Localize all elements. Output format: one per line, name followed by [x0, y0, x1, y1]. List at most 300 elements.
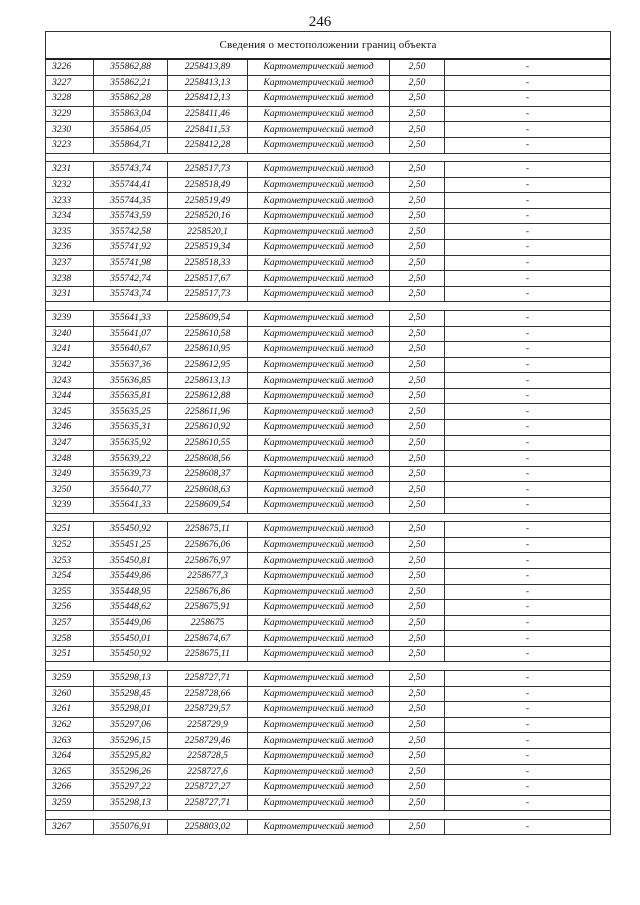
y-coordinate-cell: 2258609,54	[168, 310, 248, 326]
y-coordinate-cell: 2258727,71	[168, 670, 248, 686]
y-coordinate-cell: 2258520,1	[168, 224, 248, 240]
table-row	[46, 553, 611, 569]
description-cell: -	[445, 600, 611, 616]
accuracy-cell: 2,50	[390, 59, 445, 75]
table-row	[46, 177, 611, 193]
method-cell: Картометрический метод	[248, 373, 390, 389]
table-row	[46, 193, 611, 209]
description-cell: -	[445, 748, 611, 764]
accuracy-cell: 2,50	[390, 733, 445, 749]
table-row	[46, 764, 611, 780]
accuracy-cell: 2,50	[390, 631, 445, 647]
x-coordinate-cell: 355742,58	[94, 224, 168, 240]
description-cell: -	[445, 404, 611, 420]
accuracy-cell: 2,50	[390, 106, 445, 122]
method-cell: Картометрический метод	[248, 388, 390, 404]
separator-cell	[46, 811, 611, 820]
accuracy-cell: 2,50	[390, 388, 445, 404]
table-row	[46, 631, 611, 647]
accuracy-cell: 2,50	[390, 208, 445, 224]
point-number-cell: 3252	[46, 537, 94, 553]
accuracy-cell: 2,50	[390, 373, 445, 389]
method-cell: Картометрический метод	[248, 568, 390, 584]
description-cell: -	[445, 537, 611, 553]
point-number-cell: 3234	[46, 208, 94, 224]
point-number-cell: 3255	[46, 584, 94, 600]
table-row	[46, 748, 611, 764]
table-row	[46, 482, 611, 498]
table-row	[46, 357, 611, 373]
y-coordinate-cell: 2258517,67	[168, 271, 248, 287]
description-cell: -	[445, 733, 611, 749]
accuracy-cell: 2,50	[390, 482, 445, 498]
description-cell: -	[445, 615, 611, 631]
y-coordinate-cell: 2258517,73	[168, 162, 248, 178]
accuracy-cell: 2,50	[390, 670, 445, 686]
point-number-cell: 3246	[46, 420, 94, 436]
accuracy-cell: 2,50	[390, 255, 445, 271]
accuracy-cell: 2,50	[390, 646, 445, 662]
x-coordinate-cell: 355450,92	[94, 646, 168, 662]
accuracy-cell: 2,50	[390, 404, 445, 420]
x-coordinate-cell: 355744,41	[94, 177, 168, 193]
table-row	[46, 717, 611, 733]
x-coordinate-cell: 355298,45	[94, 686, 168, 702]
accuracy-cell: 2,50	[390, 91, 445, 107]
point-number-cell: 3250	[46, 482, 94, 498]
description-cell: -	[445, 75, 611, 91]
description-cell: -	[445, 522, 611, 538]
point-number-cell: 3266	[46, 780, 94, 796]
accuracy-cell: 2,50	[390, 193, 445, 209]
accuracy-cell: 2,50	[390, 819, 445, 835]
description-cell: -	[445, 764, 611, 780]
y-coordinate-cell: 2258675,11	[168, 522, 248, 538]
accuracy-cell: 2,50	[390, 780, 445, 796]
y-coordinate-cell: 2258676,97	[168, 553, 248, 569]
x-coordinate-cell: 355641,33	[94, 310, 168, 326]
y-coordinate-cell: 2258519,34	[168, 240, 248, 256]
y-coordinate-cell: 2258612,95	[168, 357, 248, 373]
x-coordinate-cell: 355640,67	[94, 342, 168, 358]
description-cell: -	[445, 137, 611, 153]
accuracy-cell: 2,50	[390, 764, 445, 780]
point-number-cell: 3239	[46, 310, 94, 326]
x-coordinate-cell: 355448,62	[94, 600, 168, 616]
x-coordinate-cell: 355448,95	[94, 584, 168, 600]
accuracy-cell: 2,50	[390, 466, 445, 482]
page-number: 246	[308, 14, 332, 30]
accuracy-cell: 2,50	[390, 537, 445, 553]
method-cell: Картометрический метод	[248, 584, 390, 600]
point-number-cell: 3256	[46, 600, 94, 616]
point-number-cell: 3244	[46, 388, 94, 404]
accuracy-cell: 2,50	[390, 75, 445, 91]
x-coordinate-cell: 355742,74	[94, 271, 168, 287]
table-row	[46, 615, 611, 631]
y-coordinate-cell: 2258608,56	[168, 451, 248, 467]
table-row	[46, 498, 611, 514]
table-row	[46, 388, 611, 404]
point-number-cell: 3260	[46, 686, 94, 702]
description-cell: -	[445, 553, 611, 569]
method-cell: Картометрический метод	[248, 482, 390, 498]
point-number-cell: 3230	[46, 122, 94, 138]
table-row	[46, 224, 611, 240]
point-number-cell: 3259	[46, 795, 94, 811]
table-row	[46, 91, 611, 107]
description-cell: -	[445, 342, 611, 358]
method-cell: Картометрический метод	[248, 162, 390, 178]
accuracy-cell: 2,50	[390, 498, 445, 514]
point-number-cell: 3257	[46, 615, 94, 631]
y-coordinate-cell: 2258610,55	[168, 435, 248, 451]
accuracy-cell: 2,50	[390, 342, 445, 358]
y-coordinate-cell: 2258729,9	[168, 717, 248, 733]
point-number-cell: 3265	[46, 764, 94, 780]
table-row	[46, 795, 611, 811]
accuracy-cell: 2,50	[390, 240, 445, 256]
y-coordinate-cell: 2258610,58	[168, 326, 248, 342]
accuracy-cell: 2,50	[390, 615, 445, 631]
point-number-cell: 3240	[46, 326, 94, 342]
y-coordinate-cell: 2258412,13	[168, 91, 248, 107]
separator-cell	[46, 302, 611, 311]
y-coordinate-cell: 2258675	[168, 615, 248, 631]
method-cell: Картометрический метод	[248, 286, 390, 302]
x-coordinate-cell: 355743,59	[94, 208, 168, 224]
point-number-cell: 3258	[46, 631, 94, 647]
y-coordinate-cell: 2258728,66	[168, 686, 248, 702]
point-number-cell: 3245	[46, 404, 94, 420]
x-coordinate-cell: 355640,77	[94, 482, 168, 498]
point-number-cell: 3254	[46, 568, 94, 584]
description-cell: -	[445, 435, 611, 451]
method-cell: Картометрический метод	[248, 600, 390, 616]
point-number-cell: 3228	[46, 91, 94, 107]
group-separator	[46, 811, 611, 820]
accuracy-cell: 2,50	[390, 224, 445, 240]
description-cell: -	[445, 373, 611, 389]
description-cell: -	[445, 326, 611, 342]
method-cell: Картометрический метод	[248, 646, 390, 662]
x-coordinate-cell: 355295,82	[94, 748, 168, 764]
y-coordinate-cell: 2258803,02	[168, 819, 248, 835]
method-cell: Картометрический метод	[248, 748, 390, 764]
description-cell: -	[445, 451, 611, 467]
point-number-cell: 3241	[46, 342, 94, 358]
point-number-cell: 3233	[46, 193, 94, 209]
x-coordinate-cell: 355297,06	[94, 717, 168, 733]
method-cell: Картометрический метод	[248, 631, 390, 647]
x-coordinate-cell: 355741,98	[94, 255, 168, 271]
description-cell: -	[445, 795, 611, 811]
description-cell: -	[445, 357, 611, 373]
method-cell: Картометрический метод	[248, 193, 390, 209]
y-coordinate-cell: 2258611,96	[168, 404, 248, 420]
table-row	[46, 819, 611, 835]
table-row	[46, 420, 611, 436]
accuracy-cell: 2,50	[390, 162, 445, 178]
point-number-cell: 3229	[46, 106, 94, 122]
x-coordinate-cell: 355636,85	[94, 373, 168, 389]
table-row	[46, 451, 611, 467]
point-number-cell: 3236	[46, 240, 94, 256]
method-cell: Картометрический метод	[248, 466, 390, 482]
group-separator	[46, 662, 611, 671]
table-row	[46, 733, 611, 749]
method-cell: Картометрический метод	[248, 255, 390, 271]
description-cell: -	[445, 286, 611, 302]
x-coordinate-cell: 355862,21	[94, 75, 168, 91]
description-cell: -	[445, 310, 611, 326]
accuracy-cell: 2,50	[390, 522, 445, 538]
y-coordinate-cell: 2258727,27	[168, 780, 248, 796]
description-cell: -	[445, 388, 611, 404]
table-row	[46, 646, 611, 662]
y-coordinate-cell: 2258676,86	[168, 584, 248, 600]
point-number-cell: 3243	[46, 373, 94, 389]
x-coordinate-cell: 355450,01	[94, 631, 168, 647]
description-cell: -	[445, 177, 611, 193]
description-cell: -	[445, 224, 611, 240]
method-cell: Картометрический метод	[248, 537, 390, 553]
table-title: Сведения о местоположении границ объекта	[46, 32, 611, 60]
x-coordinate-cell: 355076,91	[94, 819, 168, 835]
point-number-cell: 3242	[46, 357, 94, 373]
y-coordinate-cell: 2258677,3	[168, 568, 248, 584]
table-row	[46, 702, 611, 718]
accuracy-cell: 2,50	[390, 326, 445, 342]
x-coordinate-cell: 355451,25	[94, 537, 168, 553]
method-cell: Картометрический метод	[248, 764, 390, 780]
table-row	[46, 208, 611, 224]
x-coordinate-cell: 355743,74	[94, 286, 168, 302]
table-row	[46, 584, 611, 600]
x-coordinate-cell: 355450,92	[94, 522, 168, 538]
x-coordinate-cell: 355641,33	[94, 498, 168, 514]
separator-cell	[46, 662, 611, 671]
point-number-cell: 3237	[46, 255, 94, 271]
y-coordinate-cell: 2258610,95	[168, 342, 248, 358]
x-coordinate-cell: 355864,71	[94, 137, 168, 153]
table-row	[46, 342, 611, 358]
y-coordinate-cell: 2258729,46	[168, 733, 248, 749]
accuracy-cell: 2,50	[390, 451, 445, 467]
description-cell: -	[445, 91, 611, 107]
point-number-cell: 3249	[46, 466, 94, 482]
y-coordinate-cell: 2258727,71	[168, 795, 248, 811]
method-cell: Картометрический метод	[248, 75, 390, 91]
x-coordinate-cell: 355639,22	[94, 451, 168, 467]
method-cell: Картометрический метод	[248, 420, 390, 436]
x-coordinate-cell: 355635,92	[94, 435, 168, 451]
accuracy-cell: 2,50	[390, 357, 445, 373]
description-cell: -	[445, 482, 611, 498]
table-row	[46, 240, 611, 256]
method-cell: Картометрический метод	[248, 208, 390, 224]
table-row	[46, 466, 611, 482]
y-coordinate-cell: 2258613,13	[168, 373, 248, 389]
x-coordinate-cell: 355637,36	[94, 357, 168, 373]
method-cell: Картометрический метод	[248, 615, 390, 631]
x-coordinate-cell: 355741,92	[94, 240, 168, 256]
table-row	[46, 522, 611, 538]
point-number-cell: 3264	[46, 748, 94, 764]
method-cell: Картометрический метод	[248, 717, 390, 733]
table-row	[46, 137, 611, 153]
description-cell: -	[445, 255, 611, 271]
table-row	[46, 310, 611, 326]
y-coordinate-cell: 2258411,46	[168, 106, 248, 122]
point-number-cell: 3223	[46, 137, 94, 153]
point-number-cell: 3239	[46, 498, 94, 514]
table-row	[46, 255, 611, 271]
accuracy-cell: 2,50	[390, 435, 445, 451]
point-number-cell: 3262	[46, 717, 94, 733]
method-cell: Картометрический метод	[248, 451, 390, 467]
y-coordinate-cell: 2258413,13	[168, 75, 248, 91]
description-cell: -	[445, 646, 611, 662]
table-row	[46, 271, 611, 287]
accuracy-cell: 2,50	[390, 177, 445, 193]
method-cell: Картометрический метод	[248, 522, 390, 538]
y-coordinate-cell: 2258518,49	[168, 177, 248, 193]
description-cell: -	[445, 271, 611, 287]
table-row	[46, 568, 611, 584]
description-cell: -	[445, 122, 611, 138]
x-coordinate-cell: 355863,04	[94, 106, 168, 122]
x-coordinate-cell: 355639,73	[94, 466, 168, 482]
y-coordinate-cell: 2258519,49	[168, 193, 248, 209]
y-coordinate-cell: 2258609,54	[168, 498, 248, 514]
description-cell: -	[445, 631, 611, 647]
table-title-row	[46, 32, 611, 60]
group-separator	[46, 153, 611, 162]
method-cell: Картометрический метод	[248, 106, 390, 122]
description-cell: -	[445, 208, 611, 224]
method-cell: Картометрический метод	[248, 780, 390, 796]
x-coordinate-cell: 355864,05	[94, 122, 168, 138]
description-cell: -	[445, 466, 611, 482]
table-row	[46, 326, 611, 342]
method-cell: Картометрический метод	[248, 498, 390, 514]
description-cell: -	[445, 498, 611, 514]
description-cell: -	[445, 568, 611, 584]
point-number-cell: 3263	[46, 733, 94, 749]
x-coordinate-cell: 355635,31	[94, 420, 168, 436]
point-number-cell: 3226	[46, 59, 94, 75]
description-cell: -	[445, 420, 611, 436]
method-cell: Картометрический метод	[248, 177, 390, 193]
method-cell: Картометрический метод	[248, 435, 390, 451]
y-coordinate-cell: 2258675,11	[168, 646, 248, 662]
accuracy-cell: 2,50	[390, 137, 445, 153]
description-cell: -	[445, 584, 611, 600]
x-coordinate-cell: 355296,15	[94, 733, 168, 749]
description-cell: -	[445, 702, 611, 718]
description-cell: -	[445, 670, 611, 686]
x-coordinate-cell: 355450,81	[94, 553, 168, 569]
method-cell: Картометрический метод	[248, 670, 390, 686]
method-cell: Картометрический метод	[248, 91, 390, 107]
point-number-cell: 3251	[46, 522, 94, 538]
x-coordinate-cell: 355635,25	[94, 404, 168, 420]
x-coordinate-cell: 355297,22	[94, 780, 168, 796]
method-cell: Картометрический метод	[248, 702, 390, 718]
accuracy-cell: 2,50	[390, 702, 445, 718]
table-row	[46, 373, 611, 389]
x-coordinate-cell: 355449,06	[94, 615, 168, 631]
y-coordinate-cell: 2258676,06	[168, 537, 248, 553]
accuracy-cell: 2,50	[390, 310, 445, 326]
method-cell: Картометрический метод	[248, 271, 390, 287]
y-coordinate-cell: 2258675,91	[168, 600, 248, 616]
point-number-cell: 3238	[46, 271, 94, 287]
y-coordinate-cell: 2258608,63	[168, 482, 248, 498]
y-coordinate-cell: 2258728,5	[168, 748, 248, 764]
table-row	[46, 122, 611, 138]
table-row	[46, 106, 611, 122]
y-coordinate-cell: 2258674,67	[168, 631, 248, 647]
method-cell: Картометрический метод	[248, 404, 390, 420]
y-coordinate-cell: 2258520,16	[168, 208, 248, 224]
point-number-cell: 3232	[46, 177, 94, 193]
x-coordinate-cell: 355862,28	[94, 91, 168, 107]
group-separator	[46, 302, 611, 311]
y-coordinate-cell: 2258517,73	[168, 286, 248, 302]
method-cell: Картометрический метод	[248, 357, 390, 373]
description-cell: -	[445, 193, 611, 209]
accuracy-cell: 2,50	[390, 795, 445, 811]
method-cell: Картометрический метод	[248, 795, 390, 811]
point-number-cell: 3248	[46, 451, 94, 467]
method-cell: Картометрический метод	[248, 733, 390, 749]
y-coordinate-cell: 2258518,33	[168, 255, 248, 271]
point-number-cell: 3227	[46, 75, 94, 91]
accuracy-cell: 2,50	[390, 584, 445, 600]
description-cell: -	[445, 240, 611, 256]
method-cell: Картометрический метод	[248, 240, 390, 256]
y-coordinate-cell: 2258610,92	[168, 420, 248, 436]
separator-cell	[46, 153, 611, 162]
accuracy-cell: 2,50	[390, 553, 445, 569]
y-coordinate-cell: 2258727,6	[168, 764, 248, 780]
table-row	[46, 600, 611, 616]
x-coordinate-cell: 355298,13	[94, 795, 168, 811]
description-cell: -	[445, 59, 611, 75]
y-coordinate-cell: 2258412,28	[168, 137, 248, 153]
table-row	[46, 435, 611, 451]
method-cell: Картометрический метод	[248, 122, 390, 138]
description-cell: -	[445, 106, 611, 122]
method-cell: Картометрический метод	[248, 59, 390, 75]
x-coordinate-cell: 355862,88	[94, 59, 168, 75]
method-cell: Картометрический метод	[248, 819, 390, 835]
method-cell: Картометрический метод	[248, 224, 390, 240]
method-cell: Картометрический метод	[248, 342, 390, 358]
table-row	[46, 686, 611, 702]
table-row	[46, 162, 611, 178]
y-coordinate-cell: 2258608,37	[168, 466, 248, 482]
table-row	[46, 286, 611, 302]
method-cell: Картометрический метод	[248, 310, 390, 326]
accuracy-cell: 2,50	[390, 122, 445, 138]
x-coordinate-cell: 355298,13	[94, 670, 168, 686]
accuracy-cell: 2,50	[390, 568, 445, 584]
y-coordinate-cell: 2258413,89	[168, 59, 248, 75]
table-row	[46, 75, 611, 91]
